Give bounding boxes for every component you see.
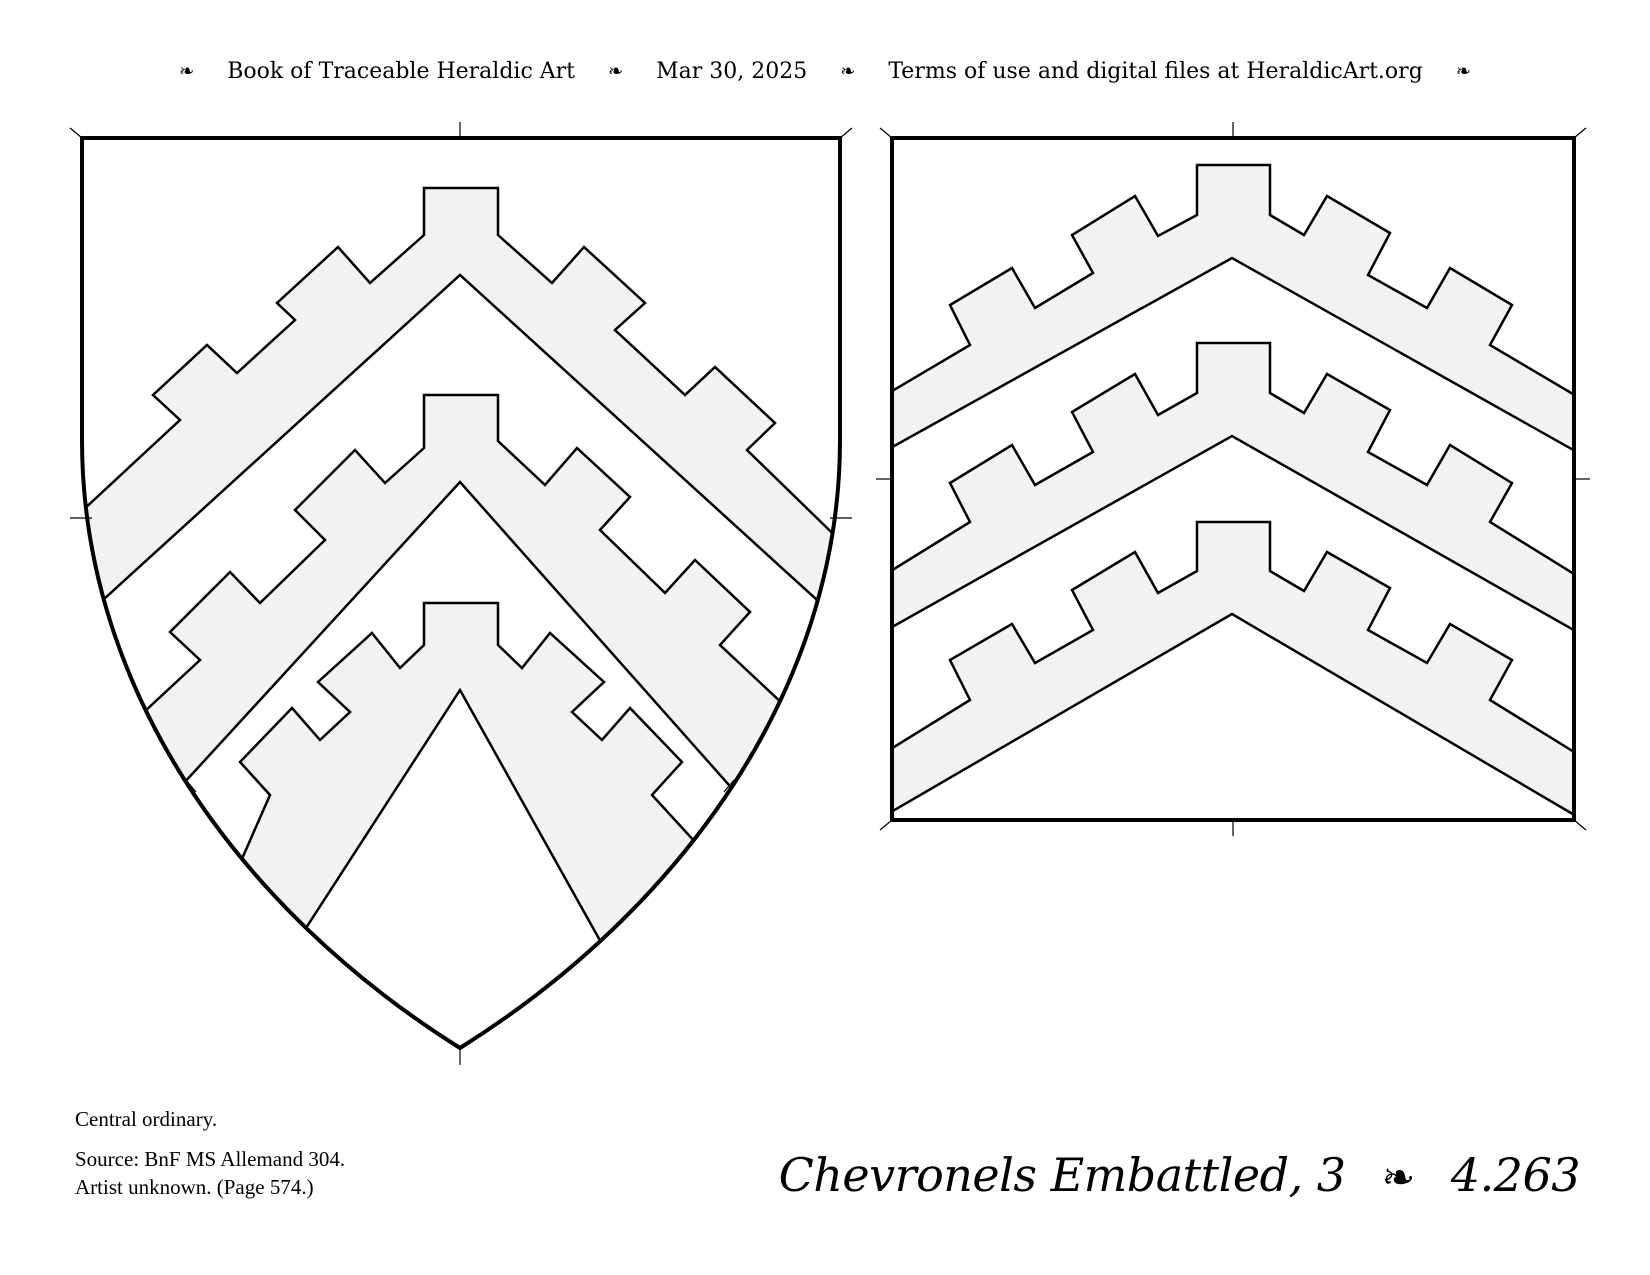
plate-name: Chevronels Embattled, 3 bbox=[778, 1148, 1346, 1202]
fleuron-ornament: ❧ bbox=[608, 60, 624, 82]
source-note: Source: BnF MS Allemand 304. bbox=[75, 1147, 346, 1171]
plate-number: 4.263 bbox=[1450, 1148, 1580, 1202]
fleuron-ornament: ❧ bbox=[1381, 1155, 1415, 1201]
fleuron-ornament: ❧ bbox=[1455, 60, 1471, 82]
heater-shield bbox=[40, 122, 880, 1065]
square-banner bbox=[860, 122, 1600, 836]
plate-title bbox=[779, 1148, 1580, 1202]
terms-of-use: Terms of use and digital files at HeraldicArt.org bbox=[888, 58, 1423, 84]
fleuron-ornament: ❧ bbox=[179, 60, 195, 82]
plate-notes bbox=[75, 1105, 345, 1201]
category-note: Central ordinary. bbox=[75, 1107, 218, 1131]
artist-note: Artist unknown. (Page 574.) bbox=[75, 1175, 314, 1199]
book-title: Book of Traceable Heraldic Art bbox=[227, 58, 576, 84]
publication-date: Mar 30, 2025 bbox=[656, 58, 808, 84]
fleuron-ornament: ❧ bbox=[840, 60, 856, 82]
